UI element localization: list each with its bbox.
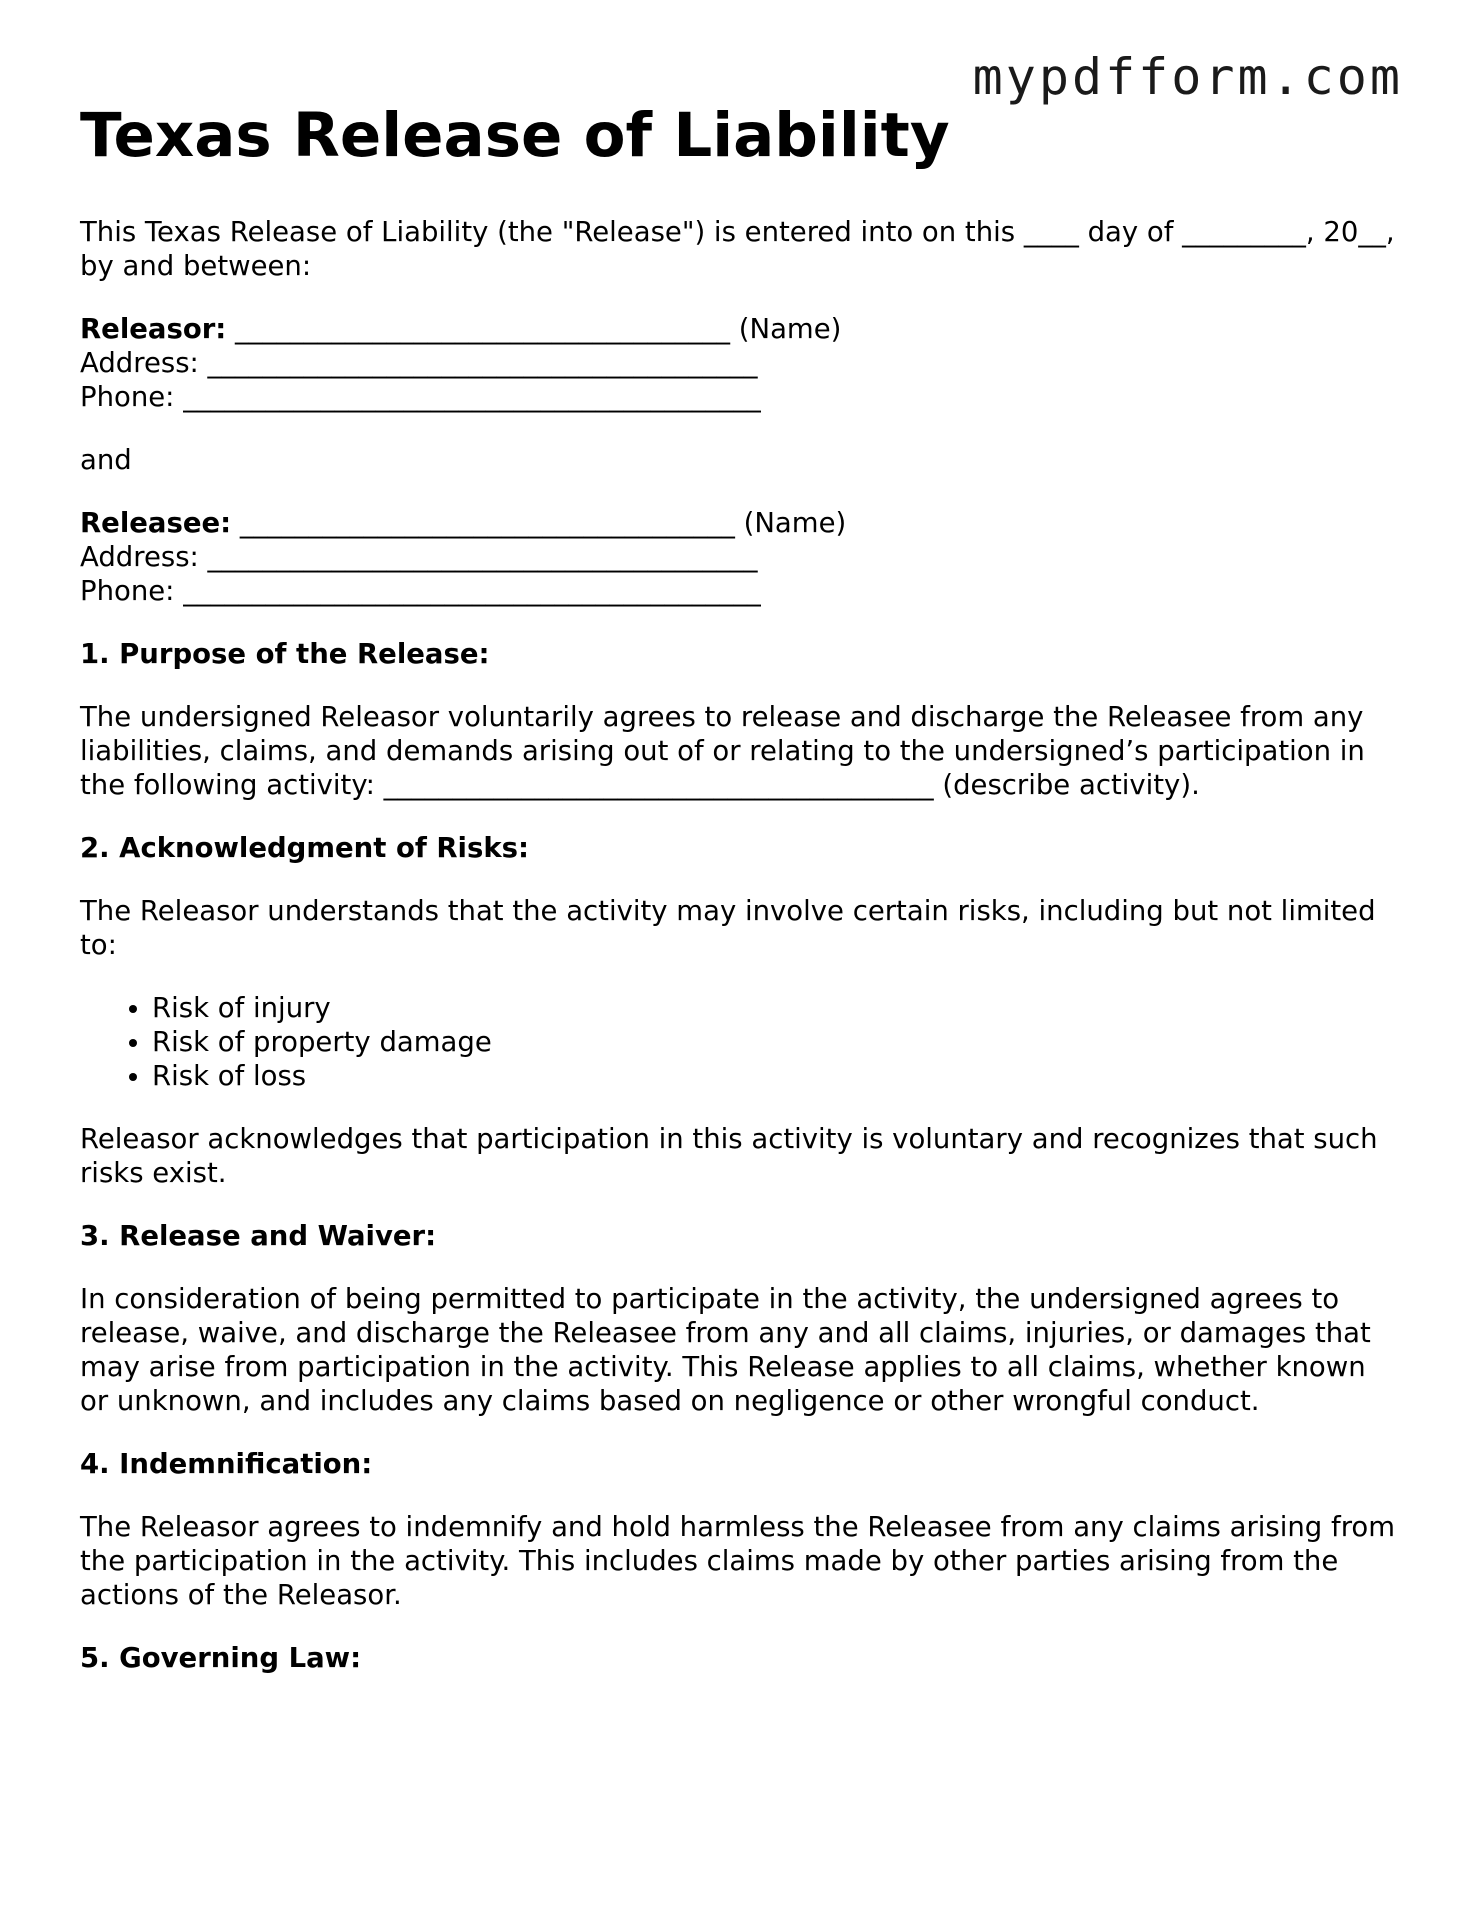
section-text-purpose: The undersigned Releasor voluntarily agrees to release and discharge the Releasee from any liabilities, claims, and demands arising out of or relating to the undersigned’s participation in the following activity: ________________________________________ (describe activity). (80, 701, 1365, 801)
releasor-address-line: Address: ________________________________________ (80, 347, 758, 379)
releasor-block (80, 312, 1400, 414)
site-watermark: mypdfform.com (972, 48, 1403, 106)
section-text-release: In consideration of being permitted to participate in the activity, the undersigned agrees to release, waive, and discharge the Releasee from any and all claims, injuries, or damages that may arise from participation in the activity. This Release applies to all claims, whether known or unknown, and includes any claims based on negligence or other wrongful conduct. (80, 1283, 1371, 1417)
releasee-block (80, 506, 1400, 608)
section-heading-governing-law: 5. Governing Law: (80, 1642, 362, 1674)
releasor-name-line (80, 312, 1400, 346)
list-item: • Risk of loss (152, 1059, 1400, 1093)
list-item: • Risk of injury (152, 991, 1400, 1025)
releasee-name-line (80, 506, 1400, 540)
section-heading-indemnification: 4. Indemnification: (80, 1448, 373, 1480)
releasee-address-line: Address: ________________________________________ (80, 541, 758, 573)
releasor-label: Releasor: (80, 313, 227, 345)
section-heading-release: 3. Release and Waiver: (80, 1220, 437, 1252)
risk-list (80, 991, 1400, 1093)
list-item: • Risk of property damage (152, 1025, 1400, 1059)
releasee-name-field: ____________________________________ (Name) (231, 507, 847, 539)
intro-paragraph: This Texas Release of Liability (the "Release") is entered into on this ____ day of _________, 20__, by and between: (80, 216, 1395, 282)
releasor-phone-line: Phone: __________________________________________ (80, 381, 761, 413)
section-heading-risks: 2. Acknowledgment of Risks: (80, 832, 530, 864)
document-title: Texas Release of Liability (80, 100, 950, 171)
section-heading-purpose: 1. Purpose of the Release: (80, 638, 490, 670)
section-text-risks: The Releasor understands that the activity may involve certain risks, including but not limited to: (80, 895, 1376, 961)
section-text-indemnification: The Releasor agrees to indemnify and hold harmless the Releasee from any claims arising from the participation in the activity. This includes claims made by other parties arising from the actions of the Releasor. (80, 1511, 1396, 1611)
document-body (80, 100, 1400, 1704)
releasee-phone-line: Phone: __________________________________________ (80, 575, 761, 607)
releasee-label: Releasee: (80, 507, 232, 539)
releasor-name-field: ____________________________________ (Name) (226, 313, 842, 345)
section-text-risks-after: Releasor acknowledges that participation in this activity is voluntary and recognizes that such risks exist. (80, 1123, 1378, 1189)
connector-text: and (80, 444, 132, 476)
